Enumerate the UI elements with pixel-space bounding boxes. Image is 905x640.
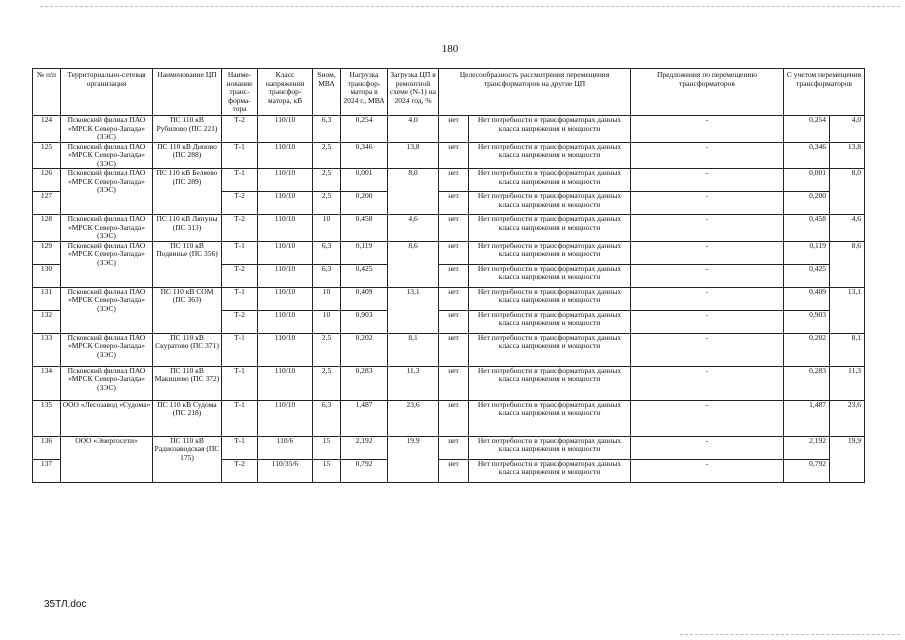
reason-cell: Нет потребности в трансформаторах данных класса напряжения и мощности [469, 116, 631, 143]
reason-cell: Нет потребности в трансформаторах данных класса напряжения и мощности [469, 192, 631, 215]
snom-cell: 10 [313, 287, 341, 310]
reason-cell: Нет потребности в трансформаторах данных класса напряжения и мощности [469, 241, 631, 264]
reason-cell: Нет потребности в трансформаторах данных класса напряжения и мощности [469, 333, 631, 366]
snom-cell: 2,5 [313, 169, 341, 192]
header-proposals: Предложения по перемещению трансформаторов [631, 69, 784, 116]
header-feasibility: Целесообразность рассмотрения перемещения трансформаторов на другие ЦП [439, 69, 631, 116]
table-row [33, 400, 865, 436]
feasibility-cell: нет [439, 287, 469, 310]
snom-cell: 6,3 [313, 116, 341, 143]
transformer-cell: Т-2 [222, 264, 258, 287]
feasibility-cell: нет [439, 264, 469, 287]
cp-cell: ПС 110 кВ Ляпуны (ПС 313) [153, 215, 222, 242]
page-number: 180 [441, 43, 459, 55]
table-row [33, 436, 865, 459]
after-load-cell: 1,487 [784, 400, 830, 436]
cp-cell: ПС 110 кВ Беляево (ПС 289) [153, 169, 222, 215]
header-org: Территориально-сетевая организация [61, 69, 153, 116]
row-num: 137 [33, 459, 61, 482]
voltage-cell: 110/10 [258, 142, 313, 169]
org-cell: Псковский филиал ПАО «МРСК Северо-Запада» (ЗЭС) [61, 116, 153, 143]
reason-cell: Нет потребности в трансформаторах данных класса напряжения и мощности [469, 310, 631, 333]
voltage-cell: 110/10 [258, 400, 313, 436]
header-cp: Наименование ЦП [153, 69, 222, 116]
repair-cell: 8,0 [388, 169, 439, 215]
transformer-cell: Т-2 [222, 192, 258, 215]
proposal-cell: - [631, 169, 784, 192]
repair-cell: 4,0 [388, 116, 439, 143]
cp-cell: ПС 110 кВ Диново (ПС 288) [153, 142, 222, 169]
cp-cell: ПС 110 кВ Радиозаводская (ПС 175) [153, 436, 222, 482]
reason-cell: Нет потребности в трансформаторах данных класса напряжения и мощности [469, 366, 631, 400]
load-cell: 0,254 [341, 116, 388, 143]
repair-cell: 8,1 [388, 333, 439, 366]
org-cell: Псковский филиал ПАО «МРСК Северо-Запада» (ЗЭС) [61, 241, 153, 287]
proposal-cell: - [631, 459, 784, 482]
feasibility-cell: нет [439, 116, 469, 143]
load-cell: 0,903 [341, 310, 388, 333]
scan-top-edge [40, 6, 900, 7]
repair-cell: 13,8 [388, 142, 439, 169]
proposal-cell: - [631, 215, 784, 242]
cp-cell: ПС 110 кВ Судома (ПС 218) [153, 400, 222, 436]
header-transformer: Наиме-нование транс-форма-тора [222, 69, 258, 116]
org-cell: Псковский филиал ПАО «МРСК Северо-Запада» (ЗЭС) [61, 366, 153, 400]
proposal-cell: - [631, 310, 784, 333]
cp-cell: ПС 110 кВ Скуратово (ПС 371) [153, 333, 222, 366]
load-cell: 0,792 [341, 459, 388, 482]
voltage-cell: 110/10 [258, 241, 313, 264]
after-load-cell: 0,346 [784, 142, 830, 169]
voltage-cell: 110/10 [258, 310, 313, 333]
snom-cell: 2,5 [313, 333, 341, 366]
org-cell: ООО «Лесозавод «Судома» [61, 400, 153, 436]
header-snom: Sном, МВА [313, 69, 341, 116]
repair-cell: 23,6 [388, 400, 439, 436]
feasibility-cell: нет [439, 436, 469, 459]
load-cell: 0,202 [341, 333, 388, 366]
header-repair-load: Загрузка ЦП в ремонтной схеме (N-1) на 2024 год, % [388, 69, 439, 116]
feasibility-cell: нет [439, 169, 469, 192]
transformer-cell: Т-1 [222, 400, 258, 436]
feasibility-cell: нет [439, 366, 469, 400]
voltage-cell: 110/6 [258, 436, 313, 459]
after-load-cell: 0,001 [784, 169, 830, 192]
proposal-cell: - [631, 400, 784, 436]
load-cell: 0,119 [341, 241, 388, 264]
cp-cell: ПС 110 кВ Рубилово (ПС 221) [153, 116, 222, 143]
after-load-cell: 0,283 [784, 366, 830, 400]
reason-cell: Нет потребности в трансформаторах данных класса напряжения и мощности [469, 142, 631, 169]
reason-cell: Нет потребности в трансформаторах данных класса напряжения и мощности [469, 169, 631, 192]
snom-cell: 6,3 [313, 264, 341, 287]
table-row [33, 241, 865, 264]
after-repair-cell: 4,6 [830, 215, 865, 242]
voltage-cell: 110/35/6 [258, 459, 313, 482]
feasibility-cell: нет [439, 241, 469, 264]
load-cell: 0,458 [341, 215, 388, 242]
header-row [33, 69, 865, 116]
reason-cell: Нет потребности в трансформаторах данных класса напряжения и мощности [469, 400, 631, 436]
snom-cell: 10 [313, 215, 341, 242]
proposal-cell: - [631, 287, 784, 310]
snom-cell: 15 [313, 436, 341, 459]
after-repair-cell: 8,6 [830, 241, 865, 287]
table-row [33, 215, 865, 242]
transformer-cell: Т-1 [222, 241, 258, 264]
repair-cell: 11,3 [388, 366, 439, 400]
transformer-cell: Т-2 [222, 215, 258, 242]
cp-cell: ПС 110 кВ СОМ (ПС 363) [153, 287, 222, 333]
feasibility-cell: нет [439, 400, 469, 436]
after-load-cell: 0,458 [784, 215, 830, 242]
footer-filename: 35ТЛ.doc [44, 599, 87, 610]
after-load-cell: 0,119 [784, 241, 830, 264]
reason-cell: Нет потребности в трансформаторах данных класса напряжения и мощности [469, 264, 631, 287]
header-num: № п/п [33, 69, 61, 116]
after-repair-cell: 23,6 [830, 400, 865, 436]
after-load-cell: 0,903 [784, 310, 830, 333]
voltage-cell: 110/10 [258, 116, 313, 143]
voltage-cell: 110/10 [258, 215, 313, 242]
voltage-cell: 110/10 [258, 169, 313, 192]
org-cell: ООО «Энергосети» [61, 436, 153, 482]
header-load: Нагрузка трансфор-матора в 2024 г., МВА [341, 69, 388, 116]
transformer-cell: Т-1 [222, 169, 258, 192]
voltage-cell: 110/10 [258, 264, 313, 287]
voltage-cell: 110/10 [258, 287, 313, 310]
org-cell: Псковский филиал ПАО «МРСК Северо-Запада» (ЗЭС) [61, 215, 153, 242]
header-voltage: Класс напряжения трансфор-матора, кВ [258, 69, 313, 116]
after-repair-cell: 8,0 [830, 169, 865, 215]
voltage-cell: 110/10 [258, 333, 313, 366]
load-cell: 0,409 [341, 287, 388, 310]
feasibility-cell: нет [439, 215, 469, 242]
org-cell: Псковский филиал ПАО «МРСК Северо-Запада» (ЗЭС) [61, 287, 153, 333]
row-num: 125 [33, 142, 61, 169]
load-cell: 0,346 [341, 142, 388, 169]
load-cell: 2,192 [341, 436, 388, 459]
proposal-cell: - [631, 264, 784, 287]
table-row [33, 287, 865, 310]
after-repair-cell: 4,0 [830, 116, 865, 143]
after-repair-cell: 13,1 [830, 287, 865, 333]
snom-cell: 15 [313, 459, 341, 482]
after-load-cell: 2,192 [784, 436, 830, 459]
after-repair-cell: 13,8 [830, 142, 865, 169]
row-num: 124 [33, 116, 61, 143]
transformer-table [32, 68, 865, 483]
table-row [33, 333, 865, 366]
after-load-cell: 0,200 [784, 192, 830, 215]
proposal-cell: - [631, 366, 784, 400]
org-cell: Псковский филиал ПАО «МРСК Северо-Запада» (ЗЭС) [61, 169, 153, 215]
cp-cell: ПС 110 кВ Подвинье (ПС 356) [153, 241, 222, 287]
table-row [33, 116, 865, 143]
reason-cell: Нет потребности в трансформаторах данных класса напряжения и мощности [469, 215, 631, 242]
repair-cell: 19,9 [388, 436, 439, 482]
load-cell: 0,425 [341, 264, 388, 287]
after-load-cell: 0,792 [784, 459, 830, 482]
transformer-cell: Т-1 [222, 333, 258, 366]
table-row [33, 366, 865, 400]
proposal-cell: - [631, 142, 784, 169]
snom-cell: 6,3 [313, 241, 341, 264]
reason-cell: Нет потребности в трансформаторах данных класса напряжения и мощности [469, 459, 631, 482]
repair-cell: 13,1 [388, 287, 439, 333]
transformer-cell: Т-2 [222, 459, 258, 482]
proposal-cell: - [631, 241, 784, 264]
cp-cell: ПС 110 кВ Макишево (ПС 372) [153, 366, 222, 400]
row-num: 126 [33, 169, 61, 192]
snom-cell: 2,5 [313, 192, 341, 215]
proposal-cell: - [631, 116, 784, 143]
feasibility-cell: нет [439, 310, 469, 333]
voltage-cell: 110/10 [258, 192, 313, 215]
table-row [33, 142, 865, 169]
header-considering: С учетом перемещения трансформаторов [784, 69, 865, 116]
proposal-cell: - [631, 436, 784, 459]
table-row [33, 169, 865, 192]
scan-bottom-edge [680, 634, 900, 635]
after-repair-cell: 19,9 [830, 436, 865, 482]
voltage-cell: 110/10 [258, 366, 313, 400]
row-num: 131 [33, 287, 61, 310]
snom-cell: 2,5 [313, 142, 341, 169]
transformer-cell: Т-1 [222, 366, 258, 400]
reason-cell: Нет потребности в трансформаторах данных класса напряжения и мощности [469, 436, 631, 459]
transformer-cell: Т-1 [222, 287, 258, 310]
org-cell: Псковский филиал ПАО «МРСК Северо-Запада» (ЗЭС) [61, 142, 153, 169]
repair-cell: 8,6 [388, 241, 439, 287]
org-cell: Псковский филиал ПАО «МРСК Северо-Запада» (ЗЭС) [61, 333, 153, 366]
after-repair-cell: 11,3 [830, 366, 865, 400]
after-repair-cell: 8,1 [830, 333, 865, 366]
row-num: 127 [33, 192, 61, 215]
load-cell: 0,283 [341, 366, 388, 400]
feasibility-cell: нет [439, 333, 469, 366]
load-cell: 0,200 [341, 192, 388, 215]
snom-cell: 6,3 [313, 400, 341, 436]
proposal-cell: - [631, 333, 784, 366]
after-load-cell: 0,425 [784, 264, 830, 287]
repair-cell: 4,6 [388, 215, 439, 242]
row-num: 128 [33, 215, 61, 242]
transformer-cell: Т-2 [222, 310, 258, 333]
proposal-cell: - [631, 192, 784, 215]
feasibility-cell: нет [439, 459, 469, 482]
row-num: 133 [33, 333, 61, 366]
reason-cell: Нет потребности в трансформаторах данных класса напряжения и мощности [469, 287, 631, 310]
after-load-cell: 0,409 [784, 287, 830, 310]
feasibility-cell: нет [439, 142, 469, 169]
load-cell: 0,001 [341, 169, 388, 192]
snom-cell: 10 [313, 310, 341, 333]
snom-cell: 2,5 [313, 366, 341, 400]
transformer-cell: Т-1 [222, 142, 258, 169]
load-cell: 1,487 [341, 400, 388, 436]
row-num: 132 [33, 310, 61, 333]
feasibility-cell: нет [439, 192, 469, 215]
row-num: 129 [33, 241, 61, 264]
row-num: 135 [33, 400, 61, 436]
row-num: 134 [33, 366, 61, 400]
transformer-cell: Т-2 [222, 116, 258, 143]
transformer-cell: Т-1 [222, 436, 258, 459]
row-num: 136 [33, 436, 61, 459]
row-num: 130 [33, 264, 61, 287]
after-load-cell: 0,254 [784, 116, 830, 143]
after-load-cell: 0,202 [784, 333, 830, 366]
